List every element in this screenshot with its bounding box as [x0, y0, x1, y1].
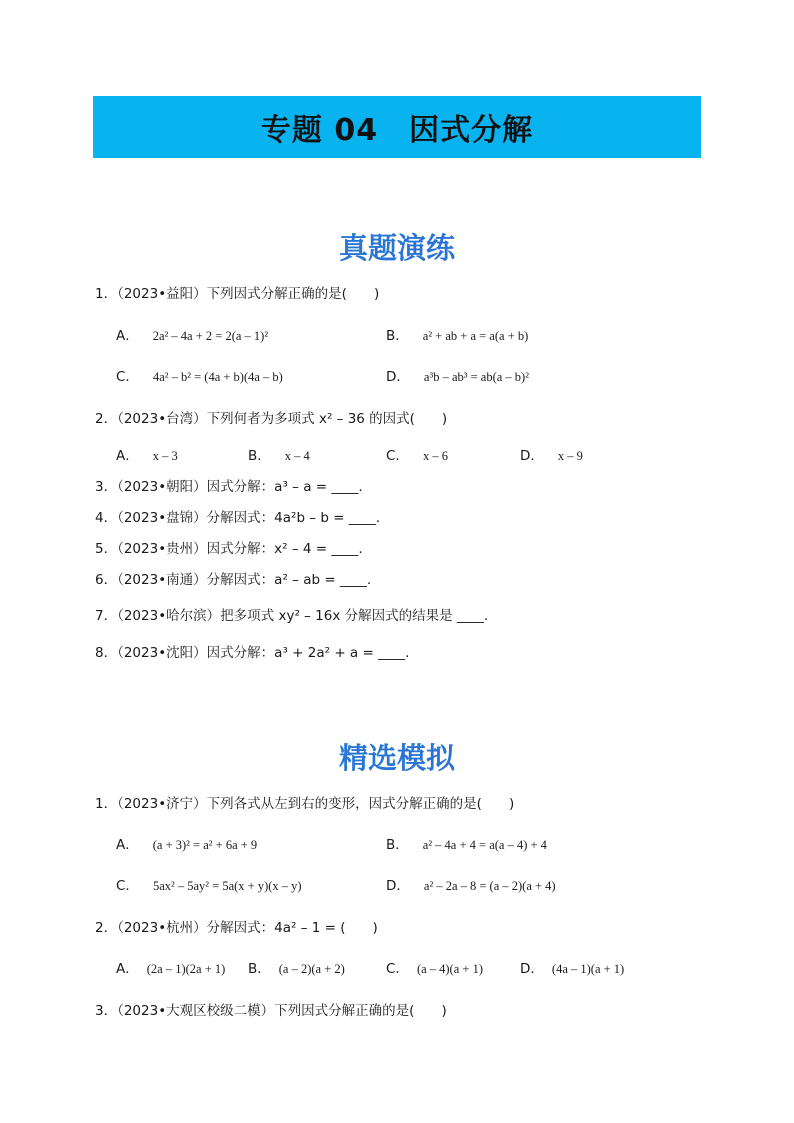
real-question-6: 6．（2023•南通）分解因式：a² – ab = ____.: [95, 572, 372, 588]
real-q1-option-a: A． 2a² – 4a + 2 = 2(a – 1)²: [116, 328, 269, 344]
title-banner: [93, 96, 701, 158]
section-title-mock: 精选模拟: [0, 736, 794, 777]
mock-q2-option-b: B． (a – 2)(a + 2): [248, 961, 345, 977]
section-title-real: 真题演练: [0, 226, 794, 267]
real-question-7: 7．（2023•哈尔滨）把多项式 xy² – 16x 分解因式的结果是 ____.: [95, 608, 489, 624]
real-q1-option-c: C． 4a² – b² = (4a + b)(4a – b): [116, 369, 283, 385]
mock-question-2: 2．（2023•杭州）分解因式：4a² – 1 = ( ): [95, 920, 378, 936]
real-question-8: 8．（2023•沈阳）因式分解：a³ + 2a² + a = ____.: [95, 645, 410, 661]
mock-q1-option-b: B． a² – 4a + 4 = a(a – 4) + 4: [386, 837, 547, 853]
mock-question-3: 3．（2023•大观区校级二模）下列因式分解正确的是( ): [95, 1003, 447, 1019]
real-q1-option-d: D． a³b – ab³ = ab(a – b)²: [386, 369, 529, 385]
real-q2-option-d: D． x – 9: [520, 448, 583, 464]
real-question-4: 4．（2023•盘锦）分解因式：4a²b – b = ____.: [95, 510, 381, 526]
real-q2-option-c: C． x – 6: [386, 448, 448, 464]
real-q2-option-b: B． x – 4: [248, 448, 310, 464]
mock-q2-option-d: D． (4a – 1)(a + 1): [520, 961, 625, 977]
mock-q1-option-c: C． 5ax² – 5ay² = 5a(x + y)(x – y): [116, 878, 302, 894]
real-q2-option-a: A． x – 3: [116, 448, 178, 464]
mock-q1-option-d: D． a² – 2a – 8 = (a – 2)(a + 4): [386, 878, 556, 894]
page-title: 专题 04 因式分解: [260, 113, 534, 148]
real-q1-option-b: B． a² + ab + a = a(a + b): [386, 328, 529, 344]
mock-question-1: 1．（2023•济宁）下列各式从左到右的变形，因式分解正确的是( ): [95, 796, 515, 812]
real-question-2: 2．（2023•台湾）下列何者为多项式 x² – 36 的因式( ): [95, 411, 448, 427]
real-question-5: 5．（2023•贵州）因式分解：x² – 4 = ____.: [95, 541, 363, 557]
mock-q2-option-a: A． (2a – 1)(2a + 1): [116, 961, 226, 977]
mock-q2-option-c: C． (a – 4)(a + 1): [386, 961, 483, 977]
real-question-1: 1．（2023•益阳）下列因式分解正确的是( ): [95, 286, 380, 302]
real-question-3: 3．（2023•朝阳）因式分解：a³ – a = ____.: [95, 479, 363, 495]
mock-q1-option-a: A． (a + 3)² = a² + 6a + 9: [116, 837, 258, 853]
